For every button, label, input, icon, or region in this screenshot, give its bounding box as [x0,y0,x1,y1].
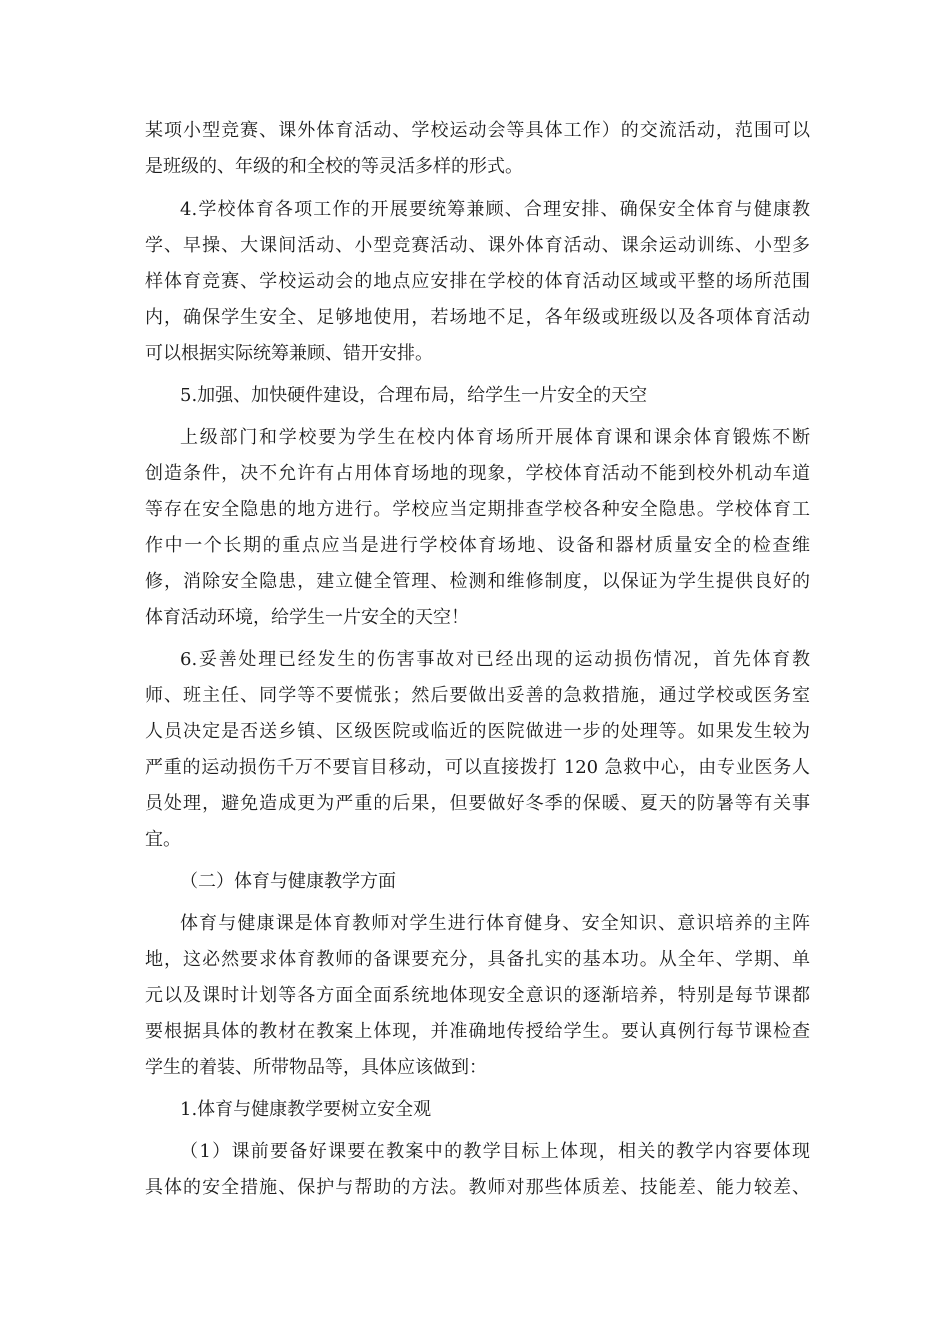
text-line: 等存在安全隐患的地方进行。学校应当定期排查学校各种安全隐患。学校体育工 [145,499,810,520]
text-line: 样体育竞赛、学校运动会的地点应安排在学校的体育活动区域或平整的场所范围 [145,271,810,292]
paragraph-heading-5: 5.加强、加快硬件建设，合理布局，给学生一片安全的天空 [180,385,648,406]
text-line: 内，确保学生安全、足够地使用，若场地不足，各年级或班级以及各项体育活动 [145,307,810,328]
text-line: 师、班主任、同学等不要慌张；然后要做出妥善的急救措施，通过学校或医务室 [145,685,810,706]
text-line: 体育与健康课是体育教师对学生进行体育健身、安全知识、意识培养的主阵 [180,913,810,934]
subsection-heading: 1.体育与健康教学要树立安全观 [180,1099,432,1120]
text-line: 地，这必然要求体育教师的备课要充分，具备扎实的基本功。从全年、学期、单 [145,949,810,970]
text-line: 宜。 [145,829,181,850]
text-line: 学、早操、大课间活动、小型竞赛活动、课外体育活动、课余运动训练、小型多 [145,235,810,256]
text-line: 元以及课时计划等各方面全面系统地体现安全意识的逐渐培养，特别是每节课都 [145,985,810,1006]
text-line: 可以根据实际统筹兼顾、错开安排。 [145,343,433,364]
text-line: 具体的安全措施、保护与帮助的方法。教师对那些体质差、技能差、能力较差、 [145,1177,810,1198]
text-line: 修，消除安全隐患，建立健全管理、检测和维修制度，以保证为学生提供良好的 [145,571,810,592]
paragraph-heading-6: 6.妥善处理已经发生的伤害事故对已经出现的运动损伤情况，首先体育教 [180,649,810,670]
text-line: 员处理，避免造成更为严重的后果，但要做好冬季的保暖、夏天的防暑等有关事 [145,793,810,814]
paragraph-heading-4: 4.学校体育各项工作的开展要统筹兼顾、合理安排、确保安全体育与健康教 [180,199,810,220]
section-heading: （二）体育与健康教学方面 [180,871,396,892]
text-line: 是班级的、年级的和全校的等灵活多样的形式。 [145,156,523,177]
text-line: 人员决定是否送乡镇、区级医院或临近的医院做进一步的处理等。如果发生较为 [145,721,810,742]
text-line: 体育活动环境，给学生一片安全的天空！ [145,607,469,628]
text-line: 作中一个长期的重点应当是进行学校体育场地、设备和器材质量安全的检查维 [145,535,810,556]
text-line: 某项小型竞赛、课外体育活动、学校运动会等具体工作）的交流活动，范围可以 [145,120,810,141]
text-line: （1）课前要备好课要在教案中的教学目标上体现，相关的教学内容要体现 [180,1141,810,1162]
text-line: 创造条件，决不允许有占用体育场地的现象，学校体育活动不能到校外机动车道 [145,463,810,484]
text-line: 严重的运动损伤千万不要盲目移动，可以直接拨打 120 急救中心，由专业医务人 [145,757,810,778]
text-line: 要根据具体的教材在教案上体现，并准确地传授给学生。要认真例行每节课检查 [145,1021,810,1042]
text-line: 上级部门和学校要为学生在校内体育场所开展体育课和课余体育锻炼不断 [180,427,810,448]
text-line: 学生的着装、所带物品等，具体应该做到： [145,1057,487,1078]
